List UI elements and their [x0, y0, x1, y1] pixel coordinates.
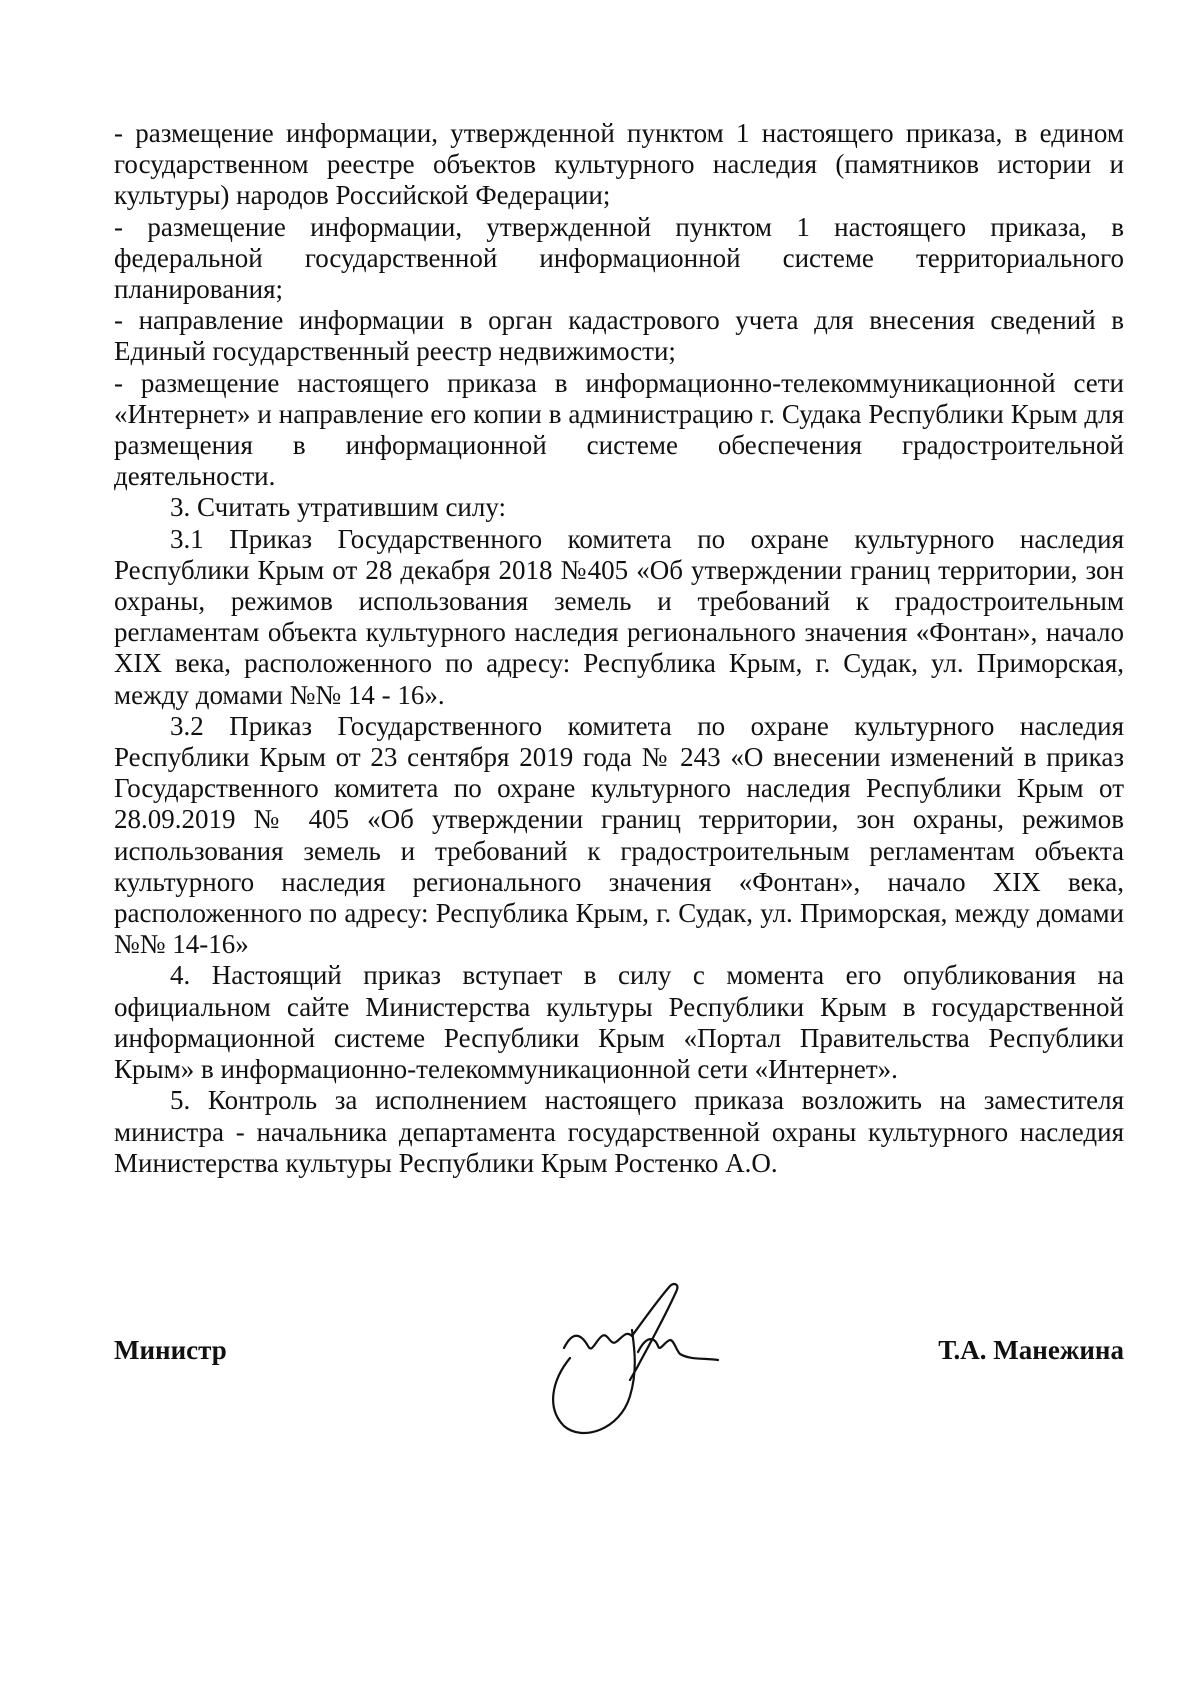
paragraph-item-3-1: 3.1 Приказ Государственного комитета по охране культурного наследия Республики Крым от 28 декабря 2018 №405 «Об утверждении границ территории, зон охраны, режимов использования земель и требований к градостроительным регламентам объекта культурного наследия регионального значения «Фонтан», начало XIX века, расположенного по адресу: Республика Крым, г. Судак, ул. Приморская, между домами №№ 14 - 16». [114, 523, 1124, 710]
signature-block [114, 1280, 1124, 1440]
paragraph-item-3-2: 3.2 Приказ Государственного комитета по охране культурного наследия Республики Крым от 23 сентября 2019 года № 243 «О внесении изменений в приказ Государственного комитета по охране культурного наследия Республики Крым от 28.09.2019 № 405 «Об утверждении границ территории, зон охраны, режимов использования земель и требований к градостроительным регламентам объекта культурного наследия регионального значения «Фонтан», начало XIX века, расположенного по адресу: Республика Крым, г. Судак, ул. Приморская, между домами №№ 14-16» [114, 710, 1124, 960]
signatory-name: Т.А. Манежина [938, 1335, 1124, 1365]
document-body [114, 118, 1124, 1179]
paragraph-registry-placement: - размещение информации, утвержденной пунктом 1 настоящего приказа, в едином государственном реестре объектов культурного наследия (памятников истории и культуры) народов Российской Федерации; [114, 118, 1124, 211]
paragraph-item-4: 4. Настоящий приказ вступает в силу с момента его опубликования на официальном сайте Министерства культуры Республики Крым в государственной информационной системе Республики Крым «Портал Правительства Республики Крым» в информационно-телекоммуникационной сети «Интернет». [114, 960, 1124, 1085]
signatory-title: Министр [114, 1335, 227, 1365]
paragraph-item-5: 5. Контроль за исполнением настоящего приказа возложить на заместителя министра - начальника департамента государственной охраны культурного наследия Министерства культуры Республики Крым Ростенко А.О. [114, 1085, 1124, 1178]
handwritten-signature [534, 1280, 734, 1440]
paragraph-federal-system-placement: - размещение информации, утвержденной пунктом 1 настоящего приказа, в федеральной государственной информационной системе территориального планирования; [114, 211, 1124, 305]
paragraph-internet-placement: - размещение настоящего приказа в информационно-телекоммуникационной сети «Интернет» и направление его копии в администрацию г. Судака Республики Крым для размещения в информационной системе обеспечения градостроительной деятельности. [114, 367, 1124, 492]
paragraph-item-3: 3. Считать утратившим силу: [170, 492, 506, 523]
paragraph-cadastral-info: - направление информации в орган кадастрового учета для внесения сведений в Единый государственный реестр недвижимости; [114, 305, 1124, 367]
